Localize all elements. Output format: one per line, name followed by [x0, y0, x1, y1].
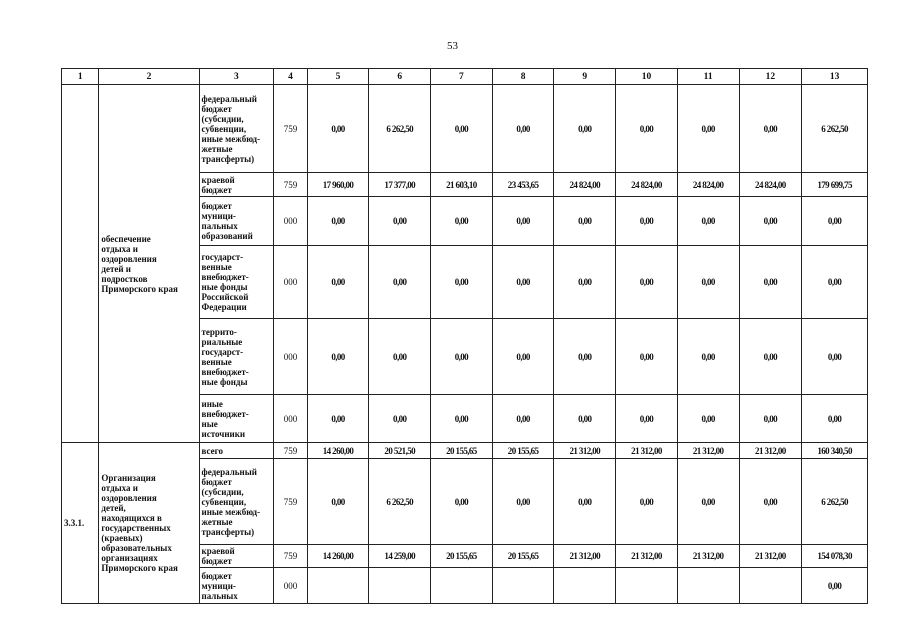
amount-cell: 0,00	[739, 85, 802, 173]
amount-cell: 0,00	[307, 395, 369, 443]
column-header-6: 6	[369, 69, 431, 85]
amount-cell: 179 699,75	[802, 173, 868, 197]
amount-cell: 0,00	[554, 85, 616, 173]
amount-cell	[431, 568, 493, 604]
amount-cell: 21 603,10	[431, 173, 493, 197]
amount-cell: 0,00	[307, 246, 369, 319]
amount-cell: 0,00	[616, 395, 678, 443]
amount-cell: 0,00	[307, 319, 369, 395]
amount-cell: 0,00	[739, 319, 802, 395]
amount-cell	[369, 568, 431, 604]
row-code	[62, 85, 99, 443]
amount-cell: 0,00	[616, 459, 678, 545]
amount-cell: 0,00	[492, 459, 554, 545]
amount-cell	[554, 568, 616, 604]
amount-cell: 6 262,50	[802, 459, 868, 545]
funding-source: террито- риальные государст- венные внебюджет- ные фонды	[199, 319, 274, 395]
budget-table	[61, 68, 868, 604]
amount-cell: 21 312,00	[677, 443, 739, 459]
amount-cell: 154 078,30	[802, 545, 868, 568]
amount-cell: 0,00	[307, 85, 369, 173]
amount-cell: 0,00	[307, 459, 369, 545]
amount-cell: 0,00	[616, 197, 678, 246]
amount-cell: 0,00	[616, 246, 678, 319]
column-header-2: 2	[99, 69, 199, 85]
amount-cell: 21 312,00	[554, 545, 616, 568]
amount-cell: 0,00	[802, 568, 868, 604]
amount-cell: 21 312,00	[739, 545, 802, 568]
amount-cell: 6 262,50	[802, 85, 868, 173]
amount-cell: 0,00	[431, 459, 493, 545]
event-name: Организация отдыха и оздоровления детей, находящихся в государственных (краевых) образовательных организациях Приморского края	[99, 443, 199, 604]
amount-cell: 6 262,50	[369, 459, 431, 545]
amount-cell: 20 155,65	[492, 545, 554, 568]
amount-cell: 0,00	[431, 319, 493, 395]
amount-cell: 0,00	[492, 246, 554, 319]
amount-cell: 24 824,00	[677, 173, 739, 197]
amount-cell: 20 521,50	[369, 443, 431, 459]
amount-cell: 0,00	[616, 319, 678, 395]
grbs-code: 759	[274, 173, 307, 197]
funding-source: федеральный бюджет (субсидии, субвенции, иные межбюд- жетные трансферты)	[199, 85, 274, 173]
amount-cell: 20 155,65	[431, 443, 493, 459]
column-header-5: 5	[307, 69, 369, 85]
amount-cell: 0,00	[492, 85, 554, 173]
amount-cell: 0,00	[802, 197, 868, 246]
amount-cell: 0,00	[492, 197, 554, 246]
amount-cell: 0,00	[554, 319, 616, 395]
amount-cell: 6 262,50	[369, 85, 431, 173]
amount-cell: 0,00	[554, 395, 616, 443]
funding-source: бюджет муници- пальных образований	[199, 197, 274, 246]
amount-cell: 0,00	[369, 197, 431, 246]
amount-cell: 0,00	[431, 197, 493, 246]
amount-cell: 0,00	[739, 459, 802, 545]
amount-cell: 160 340,50	[802, 443, 868, 459]
amount-cell: 0,00	[677, 197, 739, 246]
amount-cell: 21 312,00	[677, 545, 739, 568]
amount-cell	[739, 568, 802, 604]
amount-cell: 23 453,65	[492, 173, 554, 197]
funding-source: краевой бюджет	[199, 173, 274, 197]
funding-source: иные внебюджет- ные источники	[199, 395, 274, 443]
column-header-3: 3	[199, 69, 274, 85]
amount-cell: 0,00	[369, 319, 431, 395]
amount-cell: 17 377,00	[369, 173, 431, 197]
amount-cell: 24 824,00	[554, 173, 616, 197]
amount-cell: 24 824,00	[739, 173, 802, 197]
amount-cell: 20 155,65	[431, 545, 493, 568]
table-row	[62, 85, 868, 173]
row-code: 3.3.1.	[62, 443, 99, 604]
event-name: обеспечение отдыха и оздоровления детей и подростков Приморского края	[99, 85, 199, 443]
table-row	[62, 443, 868, 459]
amount-cell: 0,00	[307, 197, 369, 246]
amount-cell: 0,00	[431, 85, 493, 173]
amount-cell: 17 960,00	[307, 173, 369, 197]
grbs-code: 000	[274, 395, 307, 443]
column-header-10: 10	[616, 69, 678, 85]
amount-cell: 0,00	[431, 395, 493, 443]
amount-cell: 0,00	[802, 395, 868, 443]
column-header-7: 7	[431, 69, 493, 85]
funding-source: государст- венные внебюджет- ные фонды Российской Федерации	[199, 246, 274, 319]
amount-cell: 21 312,00	[616, 545, 678, 568]
amount-cell: 0,00	[677, 319, 739, 395]
amount-cell: 0,00	[492, 319, 554, 395]
column-header-12: 12	[739, 69, 802, 85]
column-header-9: 9	[554, 69, 616, 85]
amount-cell: 0,00	[739, 395, 802, 443]
amount-cell: 14 260,00	[307, 443, 369, 459]
amount-cell	[492, 568, 554, 604]
grbs-code: 759	[274, 443, 307, 459]
amount-cell: 0,00	[677, 246, 739, 319]
amount-cell: 0,00	[677, 459, 739, 545]
amount-cell: 20 155,65	[492, 443, 554, 459]
amount-cell: 0,00	[492, 395, 554, 443]
amount-cell	[616, 568, 678, 604]
column-header-4: 4	[274, 69, 307, 85]
grbs-code: 759	[274, 459, 307, 545]
amount-cell: 0,00	[677, 85, 739, 173]
funding-source: бюджет муници- пальных	[199, 568, 274, 604]
funding-source: федеральный бюджет (субсидии, субвенции, иные межбюд- жетные трансферты)	[199, 459, 274, 545]
amount-cell: 0,00	[369, 395, 431, 443]
grbs-code: 000	[274, 197, 307, 246]
amount-cell: 21 312,00	[616, 443, 678, 459]
amount-cell: 21 312,00	[739, 443, 802, 459]
page-number: 53	[447, 40, 458, 52]
amount-cell: 0,00	[802, 246, 868, 319]
amount-cell: 14 259,00	[369, 545, 431, 568]
amount-cell: 14 260,00	[307, 545, 369, 568]
amount-cell: 0,00	[554, 459, 616, 545]
amount-cell: 0,00	[616, 85, 678, 173]
amount-cell	[307, 568, 369, 604]
header-row	[62, 69, 868, 85]
amount-cell: 0,00	[739, 246, 802, 319]
amount-cell: 0,00	[677, 395, 739, 443]
amount-cell: 0,00	[431, 246, 493, 319]
amount-cell	[677, 568, 739, 604]
amount-cell: 24 824,00	[616, 173, 678, 197]
column-header-13: 13	[802, 69, 868, 85]
amount-cell: 0,00	[554, 197, 616, 246]
funding-source: краевой бюджет	[199, 545, 274, 568]
amount-cell: 21 312,00	[554, 443, 616, 459]
grbs-code: 000	[274, 319, 307, 395]
funding-source: всего	[199, 443, 274, 459]
amount-cell: 0,00	[802, 319, 868, 395]
amount-cell: 0,00	[739, 197, 802, 246]
column-header-8: 8	[492, 69, 554, 85]
grbs-code: 759	[274, 85, 307, 173]
amount-cell: 0,00	[554, 246, 616, 319]
grbs-code: 759	[274, 545, 307, 568]
amount-cell: 0,00	[369, 246, 431, 319]
grbs-code: 000	[274, 568, 307, 604]
grbs-code: 000	[274, 246, 307, 319]
column-header-1: 1	[62, 69, 99, 85]
column-header-11: 11	[677, 69, 739, 85]
